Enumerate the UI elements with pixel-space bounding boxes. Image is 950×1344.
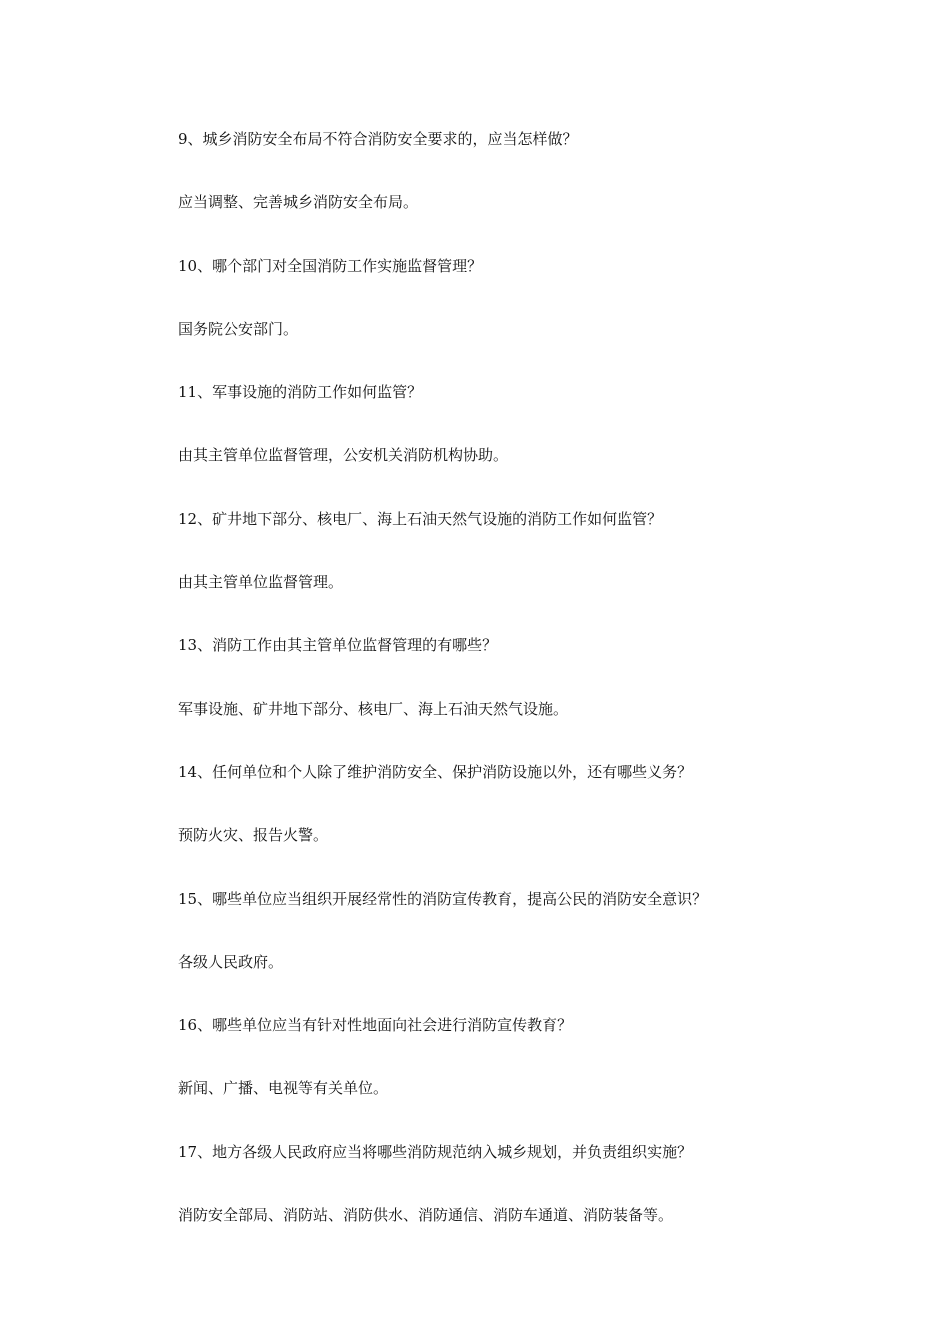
question-13: 13、消防工作由其主管单位监督管理的有哪些？ bbox=[178, 636, 498, 655]
question-12: 12、矿井地下部分、核电厂、海上石油天然气设施的消防工作如何监管？ bbox=[178, 509, 663, 528]
answer-17: 消防安全部局、消防站、消防供水、消防通信、消防车通道、消防装备等。 bbox=[178, 1206, 674, 1225]
answer-14: 预防火灾、报告火警。 bbox=[178, 826, 329, 845]
question-17: 17、地方各级人民政府应当将哪些消防规范纳入城乡规划，并负责组织实施？ bbox=[178, 1142, 693, 1161]
answer-15: 各级人民政府。 bbox=[178, 952, 284, 971]
qa-list bbox=[178, 128, 918, 1267]
answer-11: 由其主管单位监督管理，公安机关消防机构协助。 bbox=[178, 446, 509, 465]
answer-16: 新闻、广播、电视等有关单位。 bbox=[178, 1079, 389, 1098]
question-9: 9、城乡消防安全布局不符合消防安全要求的，应当怎样做？ bbox=[178, 130, 578, 148]
question-14: 14、任何单位和个人除了维护消防安全、保护消防设施以外，还有哪些义务？ bbox=[178, 762, 693, 781]
answer-10: 国务院公安部门。 bbox=[178, 319, 299, 338]
answer-12: 由其主管单位监督管理。 bbox=[178, 573, 344, 592]
question-16: 16、哪些单位应当有针对性地面向社会进行消防宣传教育？ bbox=[178, 1016, 573, 1035]
question-11: 11、军事设施的消防工作如何监管？ bbox=[178, 383, 423, 402]
answer-13: 军事设施、矿井地下部分、核电厂、海上石油天然气设施。 bbox=[178, 699, 569, 718]
answer-9: 应当调整、完善城乡消防安全布局。 bbox=[178, 193, 419, 212]
question-15: 15、哪些单位应当组织开展经常性的消防宣传教育，提高公民的消防安全意识？ bbox=[178, 889, 708, 908]
question-10: 10、哪个部门对全国消防工作实施监督管理？ bbox=[178, 256, 483, 275]
